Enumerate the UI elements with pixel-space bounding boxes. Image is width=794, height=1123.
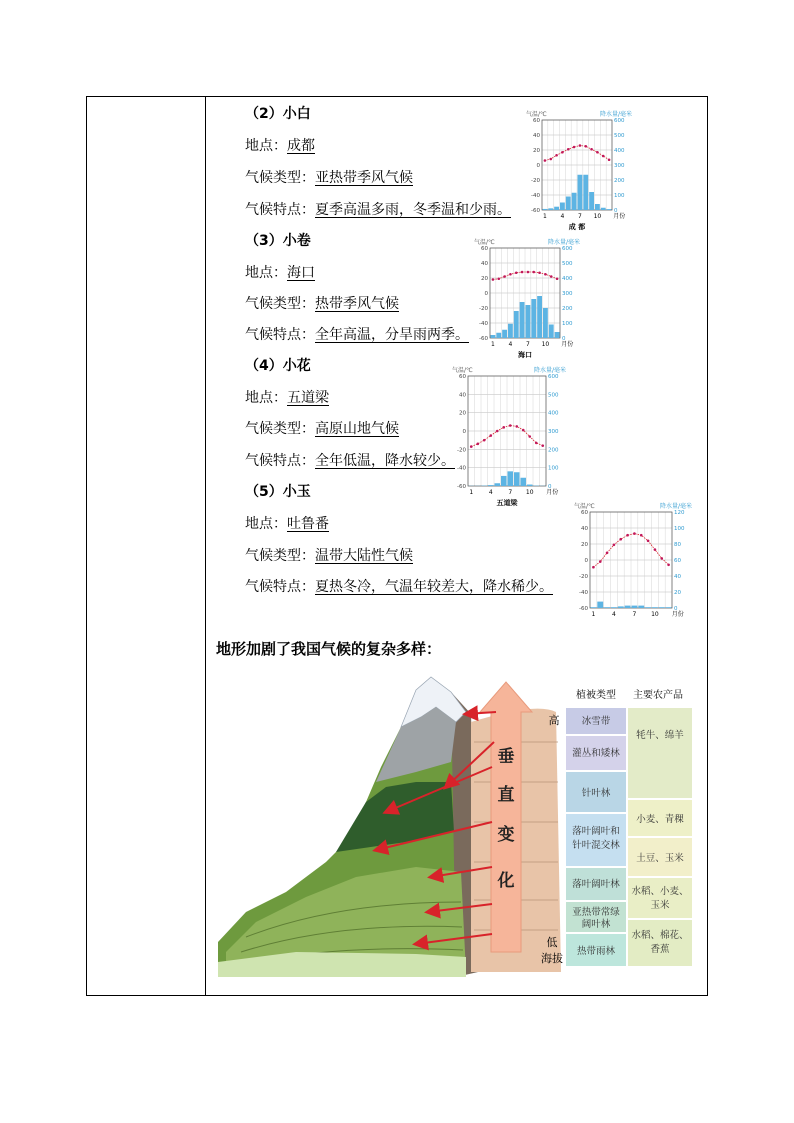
entry-climate-feature-row [245, 199, 511, 219]
entry-climate-feature-row [245, 576, 553, 596]
product-label: 玉米 [650, 900, 670, 911]
tick-label-right: 400 [548, 410, 559, 417]
x-axis-unit: 月份 [546, 489, 559, 496]
temperature-point [544, 159, 547, 162]
temperature-point [502, 426, 505, 429]
vegetation-label: 亚热带常绿 [572, 907, 620, 918]
climate-chart-turpan [570, 500, 694, 630]
precipitation-bar [514, 311, 519, 338]
tick-label-right: 600 [562, 246, 573, 252]
precipitation-bar [618, 606, 624, 608]
product-label: 香蕉 [650, 944, 670, 955]
tick-label-left: 60 [533, 118, 540, 124]
tick-label-right: 300 [614, 163, 625, 169]
temperature-point [640, 534, 643, 537]
tick-label-left: -20 [531, 178, 540, 184]
tick-label-right: 120 [674, 510, 685, 516]
precipitation-bar [645, 607, 651, 608]
y-axis-title-left: 气温/℃ [574, 503, 595, 510]
product-label: 水稻、小麦、 [631, 886, 689, 897]
climate-type-label: 气候类型： [245, 548, 315, 564]
tick-label-left: -20 [457, 447, 466, 454]
precipitation-bar [514, 472, 520, 486]
vegetation-label: 热带雨林 [576, 946, 616, 957]
temperature-point [550, 275, 553, 278]
tick-label-left: 60 [581, 510, 588, 516]
location-value: 海口 [287, 265, 315, 281]
tick-label-right: 100 [562, 321, 573, 327]
climate-chart-chengdu [522, 108, 634, 232]
vertical-change-char: 垂 [497, 747, 515, 767]
tick-label-left: 0 [536, 163, 540, 169]
precipitation-bar [591, 607, 597, 608]
x-tick-label: 10 [593, 213, 602, 220]
precipitation-bar [537, 296, 542, 338]
chart-caption: 成 都 [568, 223, 586, 231]
temperature-point [492, 278, 495, 281]
temperature-point [660, 557, 663, 560]
vegetation-label: 针叶林 [581, 788, 611, 799]
chart-caption: 五道梁 [496, 499, 518, 507]
tick-label-left: 0 [484, 291, 488, 297]
climate-feature-value: 夏季高温多雨，冬季温和少雨。 [315, 202, 511, 218]
tick-label-right: 0 [548, 484, 552, 490]
entry-heading-haikou: （3）小卷 [245, 233, 311, 249]
entry-heading-wudaoliang: （4）小花 [245, 358, 311, 374]
temperature-point [528, 435, 531, 438]
x-tick-label: 10 [541, 341, 550, 348]
precipitation-bar [625, 606, 631, 608]
vegetation-label: 灌丛和矮林 [572, 748, 620, 759]
precipitation-bar [526, 305, 531, 338]
products-column [628, 708, 692, 966]
tick-label-left: 40 [581, 526, 588, 532]
temperature-point [667, 564, 670, 567]
temperature-point [522, 429, 525, 432]
temperature-point [590, 148, 593, 151]
x-tick-label: 1 [491, 341, 495, 348]
entry-climate-type-row [245, 293, 399, 313]
tick-label-left: -40 [457, 465, 466, 472]
precipitation-bar [604, 607, 610, 608]
precipitation-bar [501, 476, 507, 486]
tick-label-left: -40 [479, 321, 488, 327]
entry-climate-feature-row [245, 450, 455, 470]
location-label: 地点： [245, 516, 287, 532]
climate-chart-haikou [470, 236, 582, 360]
x-tick-label: 4 [560, 213, 565, 220]
tick-label-right: 300 [548, 429, 559, 435]
tick-label-left: 60 [481, 246, 488, 252]
climate-type-value: 热带季风气候 [315, 296, 399, 312]
tick-label-left: 40 [481, 261, 488, 267]
temperature-point [567, 148, 570, 151]
location-label: 地点： [245, 265, 287, 281]
tick-label-right: 0 [614, 208, 618, 214]
precipitation-bar [659, 607, 665, 608]
temperature-point [521, 271, 524, 274]
precipitation-bar [560, 203, 565, 211]
temperature-point [538, 271, 541, 274]
temperature-point [602, 155, 605, 158]
entry-climate-type-row [245, 545, 413, 565]
tick-label-right: 60 [674, 558, 681, 564]
climate-type-value: 高原山地气候 [315, 421, 399, 437]
vegetation-label: 针叶混交林 [572, 840, 620, 851]
temperature-point [592, 566, 595, 569]
entry-location-row [245, 387, 329, 407]
temperature-point [647, 540, 650, 543]
temperature-point [573, 146, 576, 149]
x-tick-label: 1 [543, 213, 547, 220]
temperature-point [509, 424, 512, 427]
temperature-point [483, 439, 486, 442]
tick-label-right: 400 [562, 276, 573, 282]
climate-type-value: 温带大陆性气候 [315, 548, 413, 564]
table-column-divider [205, 96, 206, 996]
precipitation-bar [543, 308, 548, 338]
tick-label-right: 600 [614, 118, 625, 124]
tick-label-right: 200 [548, 447, 559, 454]
location-value: 吐鲁番 [287, 516, 329, 532]
tick-label-right: 0 [562, 336, 566, 342]
precipitation-bar [632, 606, 638, 608]
temperature-point [555, 154, 558, 157]
temperature-point [535, 442, 538, 445]
product-label: 水稻、棉花、 [631, 930, 689, 941]
x-tick-label: 10 [651, 611, 659, 618]
tick-label-right: 100 [614, 193, 625, 199]
vertical-change-char: 变 [497, 825, 515, 845]
precipitation-bar [572, 193, 577, 210]
temperature-point [608, 158, 611, 161]
climate-type-value: 亚热带季风气候 [315, 170, 413, 186]
tick-label-right: 500 [562, 261, 573, 267]
entry-heading-chengdu: （2）小白 [245, 106, 311, 122]
tick-label-left: 0 [462, 429, 466, 435]
entry-climate-feature-row [245, 324, 469, 344]
precipitation-bar [508, 471, 514, 486]
precipitation-bar [589, 192, 594, 210]
precipitation-bar [578, 175, 583, 210]
x-tick-label: 4 [612, 611, 616, 618]
tick-label-right: 300 [562, 291, 573, 297]
tick-label-left: -60 [531, 208, 540, 214]
entry-heading-turpan: （5）小玉 [245, 484, 311, 500]
tick-label-right: 40 [674, 574, 681, 580]
climate-feature-value: 夏热冬冷，气温年较差大，降水稀少。 [315, 579, 553, 595]
vegetation-label: 阔叶林 [581, 919, 611, 930]
temperature-point [527, 271, 530, 274]
climate-type-label: 气候类型： [245, 421, 315, 437]
precipitation-bar [527, 485, 533, 486]
precipitation-bar [554, 207, 559, 210]
tick-label-right: 0 [674, 606, 678, 612]
chart-caption: 海口 [518, 351, 532, 359]
tick-label-right: 200 [562, 306, 573, 312]
temperature-point [599, 560, 602, 563]
location-label: 地点： [245, 138, 287, 154]
climate-feature-label: 气候特点： [245, 202, 315, 218]
temperature-point [606, 552, 609, 555]
temperature-point [584, 145, 587, 148]
temperature-point [541, 444, 544, 447]
temperature-point [579, 144, 582, 147]
climate-feature-value: 全年高温，分旱雨两季。 [315, 327, 469, 343]
tick-label-right: 80 [674, 542, 681, 548]
tick-label-left: -20 [479, 306, 488, 312]
entry-location-row [245, 513, 329, 533]
temperature-point [509, 273, 512, 276]
temperature-point [654, 548, 657, 551]
x-tick-label: 7 [508, 489, 513, 496]
vertical-change-char: 化 [497, 871, 515, 891]
y-axis-title-right: 降水量/毫米 [547, 239, 580, 246]
climate-feature-label: 气候特点： [245, 453, 315, 469]
precipitation-bar [521, 478, 527, 486]
x-tick-label: 1 [591, 611, 596, 618]
tick-label-left: 0 [584, 558, 588, 564]
altitude-label: 海拔 [541, 952, 563, 965]
temperature-point [626, 534, 629, 537]
temperature-point [470, 445, 473, 448]
y-axis-title-right: 降水量/毫米 [599, 111, 632, 118]
tick-label-right: 200 [614, 178, 625, 184]
y-axis-title-right: 降水量/毫米 [533, 367, 566, 374]
climate-feature-value: 全年低温，降水较少。 [315, 453, 455, 469]
tick-label-left: 40 [533, 133, 540, 139]
location-value: 五道梁 [287, 390, 329, 406]
tick-label-left: 20 [459, 410, 466, 417]
tick-label-right: 20 [674, 590, 681, 596]
temperature-point [613, 544, 616, 547]
y-axis-title-right: 降水量/毫米 [659, 503, 692, 510]
temperature-point [619, 538, 622, 541]
temperature-point [633, 532, 636, 535]
tick-label-left: -60 [457, 484, 466, 490]
precipitation-bar [548, 208, 553, 210]
x-tick-label: 4 [508, 341, 513, 348]
temperature-point [496, 430, 499, 433]
precipitation-bar [491, 335, 496, 338]
y-axis-title-left: 气温/℃ [474, 239, 495, 246]
y-axis-title-left: 气温/℃ [526, 111, 547, 118]
climate-chart-wudaoliang [448, 364, 568, 508]
x-axis-unit: 月份 [561, 341, 574, 348]
climate-feature-label: 气候特点： [245, 327, 315, 343]
vegetation-label: 落叶阔叶林 [572, 879, 620, 890]
temperature-point [489, 434, 492, 437]
y-axis-title-left: 气温/℃ [452, 367, 473, 374]
x-axis-unit: 月份 [671, 611, 684, 618]
high-label: 高 [548, 714, 560, 727]
precipitation-bar [496, 333, 501, 338]
climate-type-label: 气候类型： [245, 296, 315, 312]
precipitation-bar [601, 208, 606, 210]
x-tick-label: 1 [469, 489, 474, 496]
temperature-point [515, 271, 518, 274]
low-label: 低 [546, 936, 558, 949]
tick-label-left: 40 [459, 392, 466, 399]
products-column-header: 主要农产品 [633, 690, 683, 701]
x-tick-label: 7 [578, 213, 582, 220]
x-tick-label: 4 [488, 489, 493, 496]
product-label: 土豆、玉米 [636, 853, 684, 864]
precipitation-bar [611, 607, 617, 608]
temperature-point [549, 158, 552, 161]
tick-label-left: -40 [579, 590, 588, 596]
temperature-point [503, 275, 506, 278]
tick-label-right: 500 [614, 133, 625, 139]
entry-location-row [245, 135, 315, 155]
location-label: 地点： [245, 390, 287, 406]
vegetation-label: 冰雪带 [581, 716, 611, 727]
x-tick-label: 10 [525, 489, 534, 496]
product-label: 小麦、青稞 [636, 814, 684, 825]
tick-label-left: -60 [479, 336, 488, 342]
tick-label-left: -40 [531, 193, 540, 199]
precipitation-bar [495, 483, 501, 486]
location-value: 成都 [287, 138, 315, 154]
climate-type-label: 气候类型： [245, 170, 315, 186]
tick-label-right: 500 [548, 392, 559, 399]
temperature-point [532, 271, 535, 274]
vertical-zonation-illustration [216, 672, 696, 982]
tick-label-left: 20 [533, 148, 540, 154]
vegetation-label: 落叶阔叶和 [572, 826, 620, 837]
precipitation-bar [502, 330, 507, 338]
precipitation-bar [549, 325, 554, 339]
product-label: 牦牛、绵羊 [636, 730, 684, 741]
temperature-point [476, 443, 479, 446]
vegetation-column-header: 植被类型 [576, 690, 616, 701]
temperature-point [556, 277, 559, 280]
tick-label-right: 600 [548, 374, 559, 380]
precipitation-bar [638, 606, 644, 608]
tick-label-left: 20 [581, 542, 588, 548]
precipitation-bar [583, 175, 588, 210]
tick-label-right: 100 [674, 526, 685, 532]
precipitation-bar [555, 332, 560, 338]
precipitation-bar [508, 324, 513, 338]
entry-climate-type-row [245, 418, 399, 438]
entry-location-row [245, 262, 315, 282]
tick-label-left: 20 [481, 276, 488, 282]
precipitation-bar [595, 204, 600, 210]
precipitation-bar [543, 209, 548, 210]
tick-label-right: 100 [548, 465, 559, 472]
x-axis-unit: 月份 [613, 213, 626, 220]
tick-label-left: -60 [579, 606, 588, 612]
tick-label-left: 60 [459, 374, 466, 380]
temperature-point [497, 277, 500, 280]
precipitation-bar [566, 197, 571, 211]
precipitation-bar [488, 485, 494, 486]
precipitation-bar [520, 302, 525, 338]
section-title: 地形加剧了我国气候的复杂多样： [216, 640, 442, 658]
climate-feature-label: 气候特点： [245, 579, 315, 595]
x-tick-label: 7 [526, 341, 530, 348]
temperature-point [515, 425, 518, 428]
x-tick-label: 7 [632, 611, 637, 618]
vertical-change-char: 直 [497, 785, 515, 805]
temperature-point [596, 151, 599, 154]
precipitation-bar [597, 602, 603, 608]
precipitation-bar [531, 299, 536, 338]
precipitation-bar [607, 209, 612, 210]
tick-label-left: -20 [579, 574, 588, 580]
precipitation-bar [652, 607, 658, 608]
precipitation-bar [666, 607, 672, 608]
temperature-point [544, 273, 547, 276]
temperature-point [561, 151, 564, 154]
entry-climate-type-row [245, 167, 413, 187]
tick-label-right: 400 [614, 148, 625, 154]
